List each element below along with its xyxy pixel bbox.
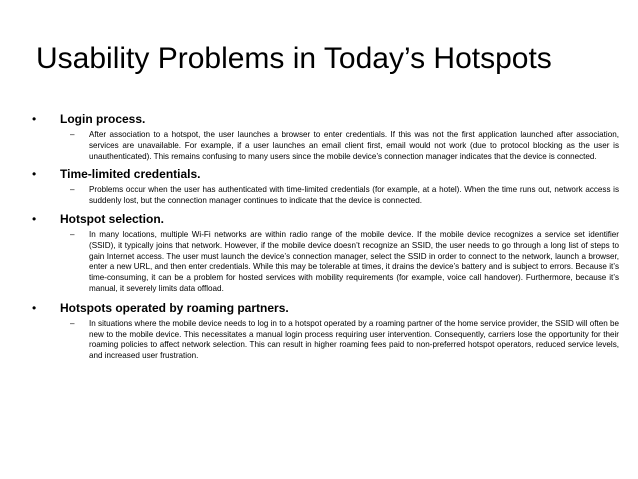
bullet-heading-text: Time-limited credentials. [60, 167, 201, 182]
sub-bullet [70, 130, 619, 162]
slide-title: Usability Problems in Today’s Hotspots [36, 42, 552, 75]
sub-bullet-text: In situations where the mobile device needs to log in to a hotspot operated by a roaming partner of the home service provider, the SSID will often be new to the mobile device. This necessitates a manual login process requiring user intervention. Consequently, carriers lose the opportunity for their roaming policies to affect network selection. This can result in higher roaming fees paid to non-preferred hotspot operators, reduced service levels, and increased user frustration. [89, 318, 619, 361]
sub-bullet-text: After association to a hotspot, the user launches a browser to enter credentials. If this was not the first application launched after association, services are unavailable. For example, if a user launches an email client first, email would not work (due to protocol blocking as the user is unauthenticated). This remains confusing to many users since the mobile device’s connection manager indicates that the device is connected. [89, 130, 619, 161]
sub-bullet-text: Problems occur when the user has authenticated with time-limited credentials (for example, at a hotel). When the time runs out, network access is suddenly lost, but the connection manager continues to indicate that the device is connected. [89, 185, 619, 206]
bullet-heading-text: Hotspots operated by roaming partners. [60, 300, 289, 315]
dash-icon: – [70, 185, 75, 195]
sub-bullet [70, 318, 619, 362]
sub-bullet-text: In many locations, multiple Wi-Fi networks are within radio range of the mobile device. If the mobile device recognizes a service set identifier (SSID), it typically joins that network. However, if the mobile device doesn’t recognize an SSID, the user needs to go through a long list of steps to gain Internet access. The user must launch the device’s connection manager, select the SSID in order to connect to the network, launch a browser, enter a new URL, and then enter credentials. While this may be tolerable at times, it drains the device’s battery and is subject to errors. Because it’s time-consuming, it can be a problem for hosted services with mobility requirements (for example, voice call handover). Furthermore, because it’s manual, it severely limits data offload. [89, 229, 619, 293]
bullet-heading-text: Hotspot selection. [60, 211, 165, 226]
slide-content [30, 112, 619, 362]
sub-bullet [70, 185, 619, 207]
bullet-heading [32, 300, 610, 316]
bullet-heading [32, 112, 610, 127]
dash-icon: – [70, 229, 75, 239]
bullet-time-limited-credentials [30, 167, 619, 207]
dash-icon: – [70, 318, 75, 328]
bullet-dot-icon: • [32, 211, 37, 226]
bullet-dot-icon: • [32, 112, 37, 126]
bullet-heading-text: Login process. [60, 112, 146, 126]
bullet-dot-icon: • [32, 167, 37, 182]
bullet-dot-icon: • [32, 300, 37, 315]
bullet-heading [32, 167, 610, 182]
dash-icon: – [70, 130, 75, 139]
bullet-heading [32, 211, 610, 227]
bullet-login-process [30, 112, 619, 162]
sub-bullet [70, 229, 619, 295]
bullet-roaming-partners [30, 300, 619, 362]
bullet-hotspot-selection [30, 211, 619, 295]
